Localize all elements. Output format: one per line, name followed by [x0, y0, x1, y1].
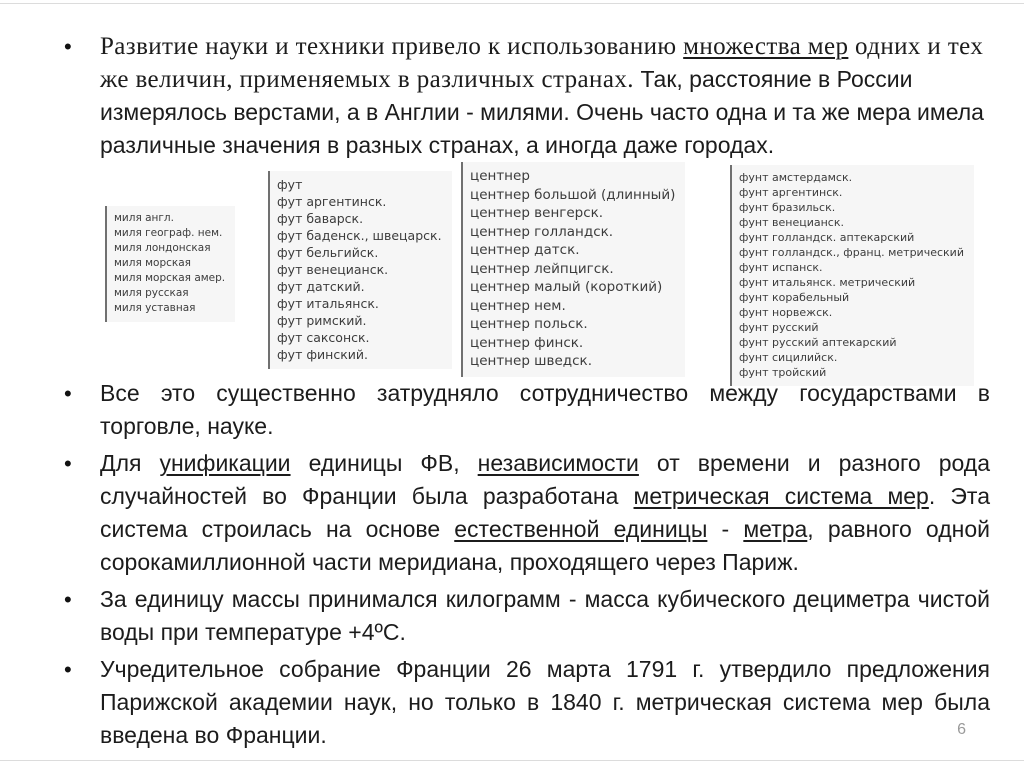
- unit-item: фут итальянск.: [277, 296, 379, 311]
- text-run: единицы ФВ,: [290, 450, 478, 476]
- text-run: -: [707, 516, 744, 542]
- unit-item: миля англ.: [114, 212, 174, 224]
- unit-item: фут бельгийск.: [277, 245, 379, 260]
- bullet-marker: •: [64, 451, 72, 476]
- bullet-marker: •: [64, 381, 72, 406]
- text-run: Учредительное собрание Франции 26 марта 1791 г. утвердило предложения Парижской академии наук, но только в 1840 г. метрическая система мер была введена во Франции.: [100, 656, 990, 748]
- text-run: одних и тех же величин, применяемых в различных странах.: [100, 33, 984, 93]
- unit-item: фунт сицилийск.: [739, 351, 838, 364]
- unit-item: центнер голландск.: [470, 223, 614, 240]
- bullet-item-metric-system: [62, 447, 990, 579]
- unit-item: фут римский.: [277, 313, 367, 328]
- unit-item: центнер: [470, 168, 530, 184]
- bullet-item-cooperation: [62, 377, 990, 443]
- text-run: множества мер: [683, 33, 849, 60]
- text-run: . Эта система строилась на основе: [100, 483, 990, 542]
- unit-item: центнер шведск.: [470, 353, 592, 369]
- unit-item: фут саксонск.: [277, 330, 370, 345]
- bullet-item-assembly: [62, 653, 990, 752]
- unit-item: фунт голландск. аптекарский: [739, 231, 915, 244]
- page-number: 6: [957, 721, 966, 738]
- unit-item: миля морская: [114, 257, 191, 269]
- mile-list: [105, 206, 235, 322]
- unit-item: фут баденск., швецарск.: [277, 228, 442, 243]
- text-run: За единицу массы принимался килограмм - масса кубического дециметра чистой воды при температуре +4ºС.: [100, 586, 990, 645]
- unit-item: фут венецианск.: [277, 262, 389, 277]
- bullet-item-intro: [62, 30, 990, 162]
- unit-item: миля географ. нем.: [114, 227, 223, 239]
- text-run: естественной единицы: [454, 516, 708, 542]
- pound-list: [730, 165, 974, 386]
- text-run: метра: [743, 516, 808, 542]
- slide-top-edge: [0, 3, 1024, 4]
- unit-item: фунт русский: [739, 321, 819, 334]
- foot-list: [268, 171, 452, 369]
- unit-item: фунт аргентинск.: [739, 186, 843, 199]
- lower-bullet-group: [62, 377, 990, 756]
- unit-item: миля уставная: [114, 302, 196, 314]
- bullet-item-kilogram: [62, 583, 990, 649]
- unit-item: фут датский.: [277, 279, 365, 294]
- unit-item: фунт венецианск.: [739, 216, 844, 229]
- unit-item: фунт голландск., франц. метрический: [739, 246, 964, 259]
- unit-item: миля морская амер.: [114, 272, 226, 284]
- unit-item: центнер лейпцигск.: [470, 260, 614, 277]
- unit-item: фут баварск.: [277, 211, 364, 226]
- unit-item: фунт итальянск. метрический: [739, 276, 916, 289]
- unit-item: центнер польск.: [470, 316, 588, 332]
- unit-item: миля русская: [114, 287, 189, 299]
- text-run: Все это существенно затрудняло сотрудничество между государствами в торговле, науке.: [100, 380, 990, 439]
- unit-item: фунт тройский: [739, 366, 827, 379]
- unit-item: центнер венгерск.: [470, 205, 604, 221]
- unit-item: центнер большой (длинный): [470, 186, 676, 203]
- unit-item: центнер датск.: [470, 242, 580, 258]
- unit-item: фут финский.: [277, 347, 368, 362]
- unit-item: центнер финск.: [470, 334, 584, 351]
- text-run: унификации: [159, 450, 291, 476]
- text-run: Для: [100, 450, 160, 476]
- unit-item: центнер нем.: [470, 297, 566, 314]
- bullet-marker: •: [64, 657, 72, 682]
- centner-list: [461, 162, 685, 377]
- text-run: независимости: [477, 450, 639, 476]
- unit-item: фунт бразильск.: [739, 201, 836, 214]
- bullet-marker: •: [64, 34, 72, 59]
- text-run: , равного одной сорокамиллионной части меридиана, проходящего через Париж.: [100, 516, 990, 575]
- unit-item: фунт испанск.: [739, 261, 823, 274]
- text-run: от времени и разного рода случайностей во Франции была разработана: [100, 450, 991, 509]
- unit-item: фунт норвежск.: [739, 306, 833, 319]
- unit-item: фут: [277, 177, 303, 192]
- text-run: Развитие науки и техники привело к использованию: [100, 33, 684, 60]
- unit-item: фунт корабельный: [739, 291, 850, 304]
- unit-item: фунт амстердамск.: [739, 171, 853, 184]
- unit-item: миля лондонская: [114, 242, 211, 254]
- slide-bottom-edge: [0, 760, 1024, 761]
- unit-item: фунт русский аптекарский: [739, 336, 897, 349]
- text-run: Так, расстояние в России измерялось верстами, а в Англии - милями. Очень часто одна и та же мера имела различные значения в разных странах, а иногда даже городах.: [100, 66, 984, 158]
- bullet-marker: •: [64, 587, 72, 612]
- unit-item: центнер малый (короткий): [470, 279, 663, 295]
- unit-item: фут аргентинск.: [277, 194, 387, 209]
- text-run: метрическая система мер: [633, 483, 929, 509]
